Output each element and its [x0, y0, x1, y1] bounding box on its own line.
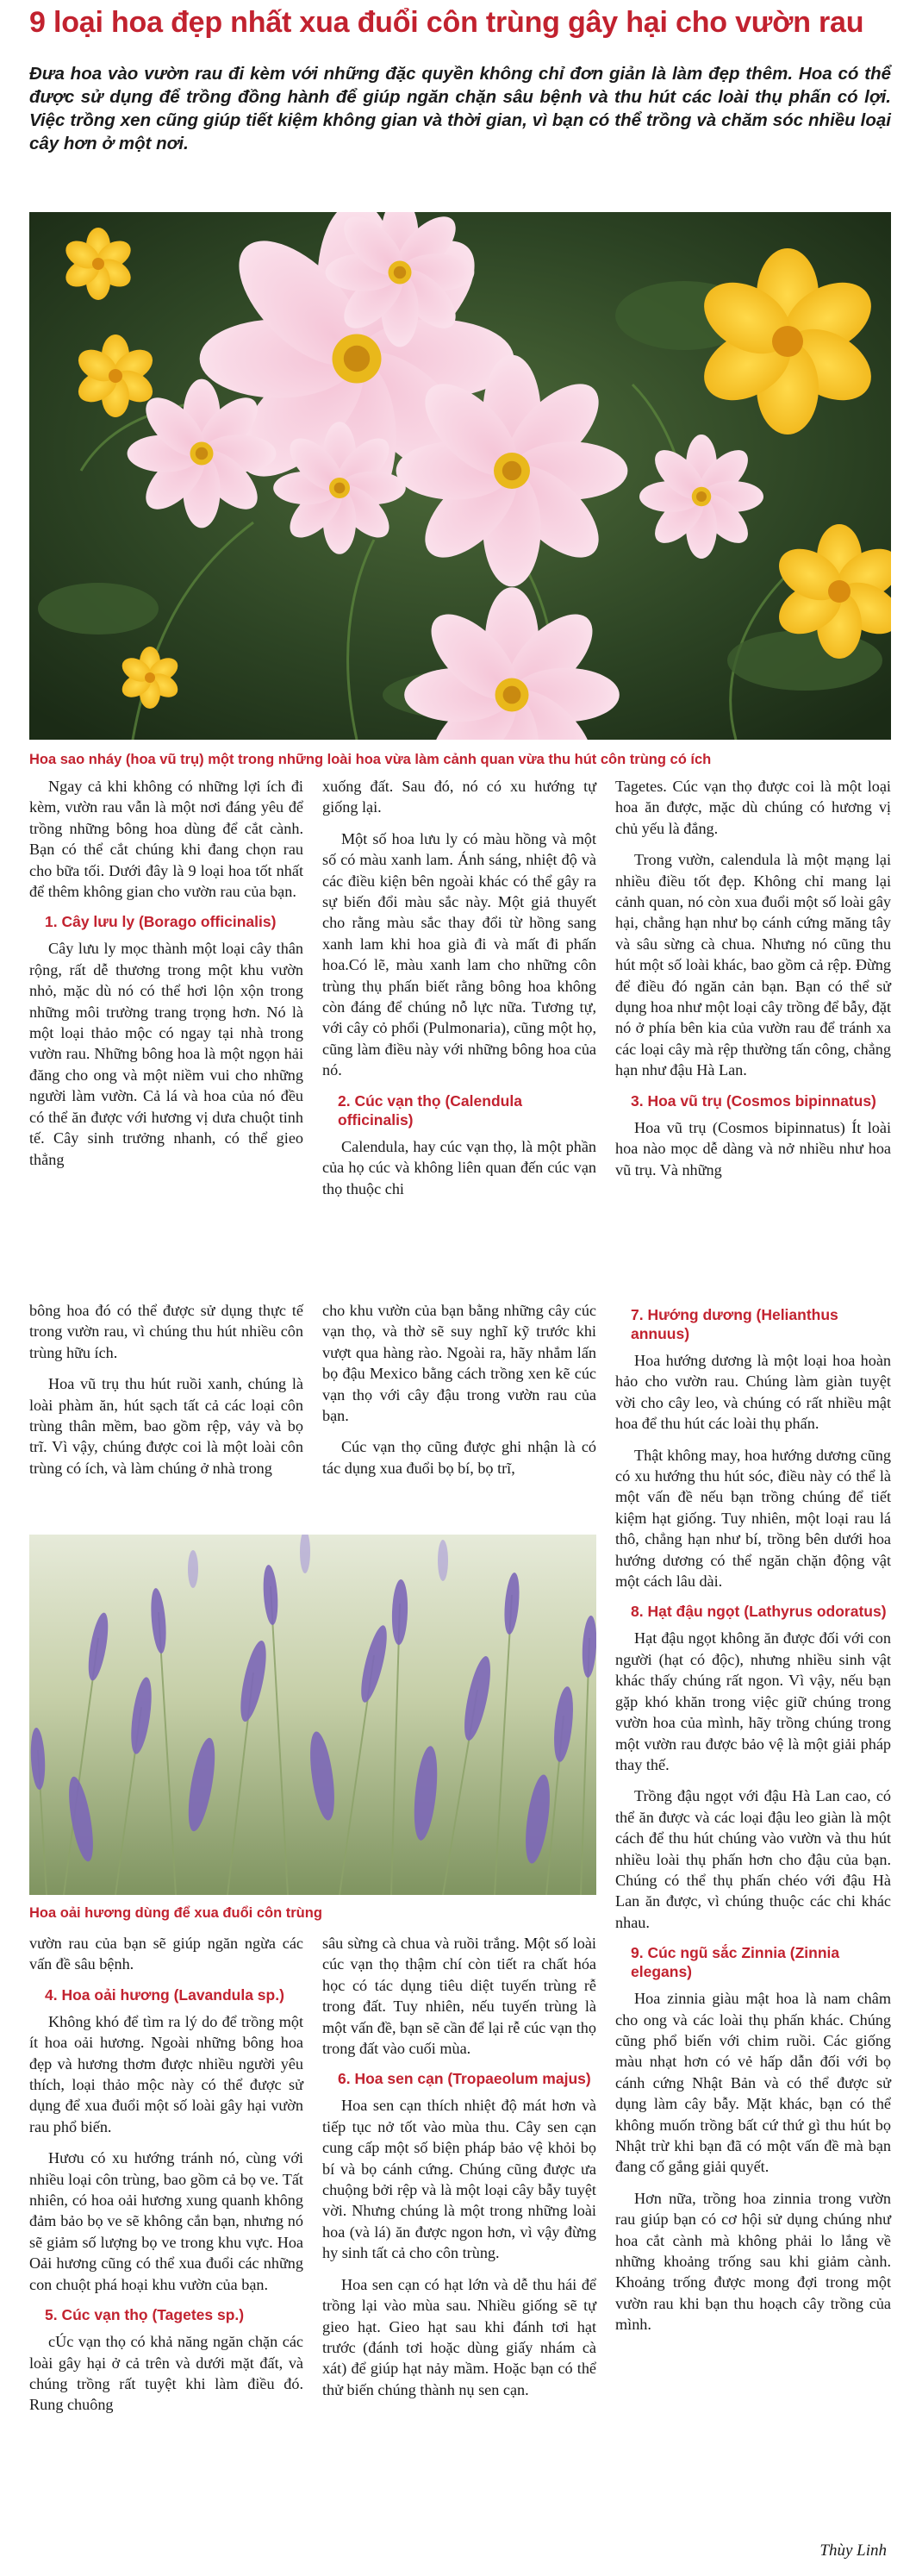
s2-colB — [322, 1300, 596, 1489]
paragraph: Ngay cả khi không có những lợi ích đi kèm, vườn rau vẫn là một nơi đáng yêu để trồng những bông hoa dùng để cắt cành. Bạn có thể cắt chúng khi đang chọn rau cho bữa tối. Dưới đây là 9 loại hoa tốt nhất để thêm không gian cho vườn rau của bạn. — [29, 778, 303, 901]
paragraph: Hạt đậu ngọt không ăn được đối với con người (hạt có độc), nhưng nhiều sinh vật khác thấy chúng rất ngon. Vì vậy, nếu bạn gặp khó khăn trong việc giữ chúng trong vườn hoa của mình, hãy trồng chúng trong một vườn rau được bảo vệ là một giải pháp thay thế. — [615, 1629, 891, 1773]
paragraph: cÚc vạn thọ có khả năng ngăn chặn các loài gây hại ở cả trên và dưới mặt đất, và chúng trồng rất tuyệt khi làm điều đó. Rung chuông — [29, 2333, 303, 2414]
paragraph: Calendula, hay cúc vạn thọ, là một phần của họ cúc và không liên quan đến cúc vạn thọ thuộc chi — [322, 1137, 596, 1197]
paragraph: vườn rau của bạn sẽ giúp ngăn ngừa các vấn đề sâu bệnh. — [29, 1935, 303, 1973]
subheading-tagetes: 5. Cúc vạn thọ (Tagetes sp.) — [45, 2306, 245, 2324]
s1-col3 — [615, 776, 891, 1191]
paragraph: Hoa hướng dương là một loại hoa hoàn hảo cho vườn rau. Chúng làm giàn tuyệt vời cho cây leo, và chúng có rất nhiều mật hoa để thu hút các loài thụ phấn. — [615, 1352, 891, 1433]
cosmos-photo — [29, 212, 891, 740]
cosmos-caption: Hoa sao nháy (hoa vũ trụ) một trong những loài hoa vừa làm cảnh quan vừa thu hút côn trùng có ích — [29, 752, 712, 767]
subheading-zinnia: 9. Cúc ngũ sắc Zinnia (Zinnia elegans) — [631, 1944, 840, 1981]
article-title: 9 loại hoa đẹp nhất xua đuổi côn trùng gây hại cho vườn rau — [29, 6, 864, 39]
subheading-sunflower: 7. Hướng dương (Helianthus annuus) — [631, 1306, 838, 1342]
paragraph: Hoa vũ trụ (Cosmos bipinnatus) Ít loài hoa nào mọc dễ dàng và nở nhiều như hoa vũ trụ. Và những — [615, 1118, 891, 1179]
paragraph: xuống đất. Sau đó, nó có xu hướng tự giống lại. — [322, 778, 596, 816]
paragraph: Cúc vạn thọ cũng được ghi nhận là có tác dụng xua đuổi bọ bí, bọ trĩ, — [322, 1438, 596, 1477]
s1-col1 — [29, 776, 303, 1180]
paragraph: cho khu vườn của bạn bằng những cây cúc vạn thọ, và thờ sẽ suy nghĩ kỹ trước khi vượt qua hàng rào. Ngoài ra, hãy nhắm lấn bọ đậu Mexico bằng cách trồng xen kẽ cúc vạn thọ với cây đậu trong vườn rau của bạn. — [322, 1302, 596, 1425]
s2-colC — [615, 1300, 891, 2346]
paragraph: Hơn nữa, trồng hoa zinnia trong vườn rau giúp bạn có cơ hội sử dụng chúng như hoa cắt cành mà không phải lo lắng về những khoảng trống sau khi giảm cành. Khoảng trống được mong đợi trong một vườn rau khi bạn thu hoạch cây trồng của mình. — [615, 2189, 891, 2334]
lavender-photo — [29, 1535, 596, 1895]
paragraph: Hươu có xu hướng tránh nó, cùng với nhiều loại côn trùng, bao gồm cả bọ ve. Tất nhiên, có hoa oải hương xung quanh không đảm bảo bọ ve sẽ không cắn bạn, nhưng nó sẽ giảm số lượng bọ ve trong khu vực. Hoa Oải hương cũng có thể xua đuổi các những con chuột phá hoại khu vườn của bạn. — [29, 2149, 303, 2293]
lavender-caption: Hoa oải hương dùng để xua đuổi côn trùng — [29, 1905, 322, 1921]
paragraph: Trong vườn, calendula là một mạng lại nhiều điều tốt đẹp. Không chỉ mang lại cảnh quan, nó còn xua đuổi một số loài gây hại, chẳng hạn như bọ cánh cứng măng tây và sâu sừng cà chua. Nhưng nó cũng thu hút một số loài khác, bao gồm cả rệp. Đừng để điều đó ngăn cản bạn. Bạn có thể sử dụng hoa như một loại cây trồng để bẫy, đặt nó ở phía bên kia của vườn rau để tránh xa các loại cây mà rệp thường tấn công, chẳng hạn như đậu Hà Lan. — [615, 851, 891, 1079]
paragraph: Cây lưu ly mọc thành một loại cây thân rộng, rất dễ thương trong một khu vườn nhỏ, mặc dù nó có thể hơi lộn xộn trong những môi trường trang trọng hơn. Nó là một loại thảo mộc có ngay tại nhà trong vườn rau. Những bông hoa là một ngọn hải đăng cho ong và một niềm vui cho những người làm vườn. Cả lá và hoa của nó đều có thể ăn được với hương vị dưa chuột tinh tế. Cây sinh trưởng nhanh, có thể gieo thẳng — [29, 940, 303, 1168]
paragraph: Hoa zinnia giàu mật hoa là nam châm cho ong và các loài thụ phấn khác. Chúng cũng phổ biến với chim ruồi. Các giống màu nhạt hơn có vẻ hấp dẫn đối với bọ cánh cứng Nhật Bản và có thể được sử dụng làm cây bẫy. Mặt khác, bạn có thể không muốn trồng bất cứ thứ gì thu hút bọ Nhật trừ khi bạn đã có một vấn đề mà bạn đang cố gắng giải quyết. — [615, 1990, 891, 2176]
s2-colA — [29, 1300, 303, 1489]
paragraph: sâu sừng cà chua và ruồi trắng. Một số loài cúc vạn thọ thậm chí còn tiết ra chất hóa học có tác dụng tiêu diệt tuyến trùng rễ trong đất. Tuy nhiên, nếu tuyến trùng là một vấn đề, bạn sẽ cần để lại rễ cúc vạn thọ trong đất vào cuối mùa. — [322, 1935, 596, 2058]
article-lead: Đưa hoa vào vườn rau đi kèm với những đặc quyền không chỉ đơn giản là làm đẹp thêm. Hoa có thể được sử dụng để trồng đồng hành để giúp ngăn chặn sâu bệnh và thu hút các loài thụ phấn có lợi. Việc trồng xen cũng giúp tiết kiệm không gian và thời gian, vì bạn có thể trồng và chăm sóc nhiều loại cây hơn ở một nơi. — [29, 64, 891, 153]
subheading-cosmos: 3. Hoa vũ trụ (Cosmos bipinnatus) — [631, 1091, 876, 1110]
paragraph: Hoa sen cạn thích nhiệt độ mát hơn và tiếp tục nở tốt vào mùa thu. Cây sen cạn cung cấp một số biện pháp bảo vệ khỏi bọ bí và bọ cánh cứng. Chúng cũng được ưa chuộng bởi rệp và là một loại cây bẫy tuyệt vời. Nhưng chúng là một trong những loài hoa (và lá) ăn được ngon hơn, vì vậy đừng hy sinh tất cả cho côn trùng. — [322, 2097, 596, 2262]
paragraph: Không khó để tìm ra lý do để trồng một ít hoa oải hương. Ngoài những bông hoa đẹp và hương thơm được nhiều người yêu thích, loại thảo mộc này có thể được sử dụng để xua đuổi một số loài gây hại vườn rau phổ biến. — [29, 2012, 303, 2135]
paragraph: Thật không may, hoa hướng dương cũng có xu hướng thu hút sóc, điều này có thể là một vấn đề nếu bạn trồng chúng để tiết kiệm hạt giống. Tuy nhiên, một loại rau lá thô, chẳng hạn như bí, trồng bên dưới hoa hướng dương có thể ngăn chặn động vật một cách lâu dài. — [615, 1446, 891, 1591]
paragraph: bông hoa đó có thể được sử dụng thực tế trong vườn rau, vì chúng thu hút nhiều côn trùng hữu ích. — [29, 1302, 303, 1361]
subheading-calendula: 2. Cúc vạn thọ (Calendula officinalis) — [338, 1091, 522, 1129]
paragraph: Tagetes. Cúc vạn thọ được coi là một loại hoa ăn được, mặc dù chúng có hương vị chủ yếu là đắng. — [615, 778, 891, 837]
s3-colB — [322, 1933, 596, 2410]
subheading-sweet-pea: 8. Hạt đậu ngọt (Lathyrus odoratus) — [631, 1603, 887, 1621]
paragraph: Một số hoa lưu ly có màu hồng và một số có màu xanh lam. Ánh sáng, nhiệt độ và các điều kiện bên ngoài khác có thể gây ra sự biến đổi màu sắc này. Một giả thuyết cho rằng màu sắc thay đổi từ hồng sang xanh lam khi hoa già đi và mất đi phấn hoa.Có lẽ, màu xanh lam cho những côn trùng thụ phấn biết rằng bông hoa không còn đáng để chúng nỗ lực nữa. Tương tự, với cây cỏ phổi (Pulmonaria), cũng một họ, cũng làm điều này với những bông hoa của nó. — [322, 829, 596, 1079]
author-signature: Thùy Linh — [819, 2542, 887, 2560]
s3-colA — [29, 1933, 303, 2426]
subheading-lavender: 4. Hoa oải hương (Lavandula sp.) — [45, 1985, 284, 2004]
s1-col2 — [322, 776, 596, 1210]
paragraph: Hoa sen cạn có hạt lớn và dễ thu hái để trồng lại vào mùa sau. Nhiều giống sẽ tự gieo hạt. Gieo hạt sau khi đánh tơi hạt trước (đánh tơi hoặc dùng giấy nhám cà xát) để giúp hạt nảy mầm. Hoặc bạn có thể thử biến chúng thành nụ sen cạn. — [322, 2275, 596, 2398]
subheading-nasturtium: 6. Hoa sen cạn (Tropaeolum majus) — [338, 2070, 591, 2088]
paragraph: Hoa vũ trụ thu hút ruồi xanh, chúng là loài phàm ăn, hút sạch tất cả các loại côn trùng thân mềm, bao gồm rệp, vảy và bọ trĩ. Vì vậy, chúng được coi là một loài côn trùng có ích, và làm chúng ở nhà trong — [29, 1375, 303, 1477]
paragraph: Trồng đậu ngọt với đậu Hà Lan cao, có thể ăn được và các loại đậu leo giàn là một cách để thu hút chúng vào vườn và thu hút nhiều loài thụ phấn hơn cho đậu của bạn. Chúng có thể thụ phấn chéo với đậu Hà Lan ăn được, vì chúng thuộc các chi khác nhau. — [615, 1787, 891, 1931]
subheading-borago: 1. Cây lưu ly (Borago officinalis) — [45, 913, 277, 931]
